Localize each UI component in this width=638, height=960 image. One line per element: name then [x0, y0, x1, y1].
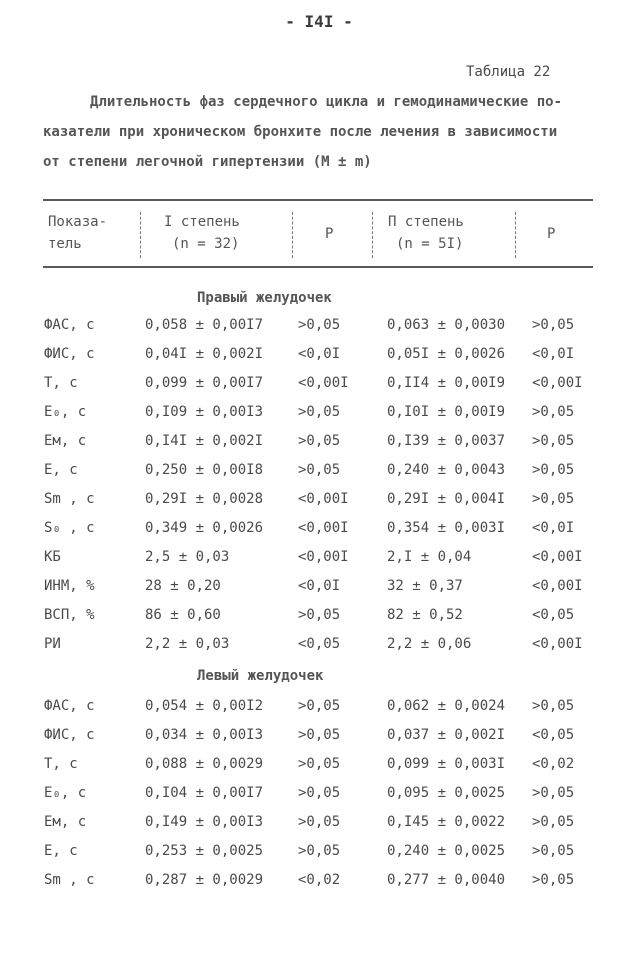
value-degree-1: 0,250 ± 0,00I8 — [145, 462, 264, 478]
value-degree-2: 2,I ± 0,04 — [387, 549, 472, 565]
p-degree-2: <0,00I — [532, 636, 583, 652]
table-row — [0, 375, 638, 399]
p-degree-2: <0,00I — [532, 375, 583, 391]
table-caption-line-1: Длительность фаз сердечного цикла и гемодинамические по- — [90, 94, 563, 110]
row-label: Sm , с — [44, 872, 95, 888]
header-indicator-line-2: тель — [48, 236, 82, 252]
p-degree-1: >0,05 — [298, 727, 341, 743]
p-degree-2: >0,05 — [532, 698, 575, 714]
header-separator — [515, 212, 516, 258]
table-header-rule — [43, 266, 593, 268]
row-label: Eм, с — [44, 814, 87, 830]
header-separator — [372, 212, 373, 258]
value-degree-1: 0,034 ± 0,00I3 — [145, 727, 264, 743]
table-row — [0, 698, 638, 722]
value-degree-2: 2,2 ± 0,06 — [387, 636, 472, 652]
row-label: ФАС, с — [44, 698, 95, 714]
value-degree-1: 0,054 ± 0,00I2 — [145, 698, 264, 714]
section-right-ventricle: Правый желудочек — [197, 290, 332, 306]
table-label: Таблица 22 — [466, 64, 551, 80]
row-label: T, с — [44, 375, 78, 391]
p-degree-2: <0,02 — [532, 756, 575, 772]
row-label: ФИС, с — [44, 727, 95, 743]
value-degree-2: 0,I45 ± 0,0022 — [387, 814, 506, 830]
table-row — [0, 462, 638, 486]
value-degree-2: 0,I0I ± 0,00I9 — [387, 404, 506, 420]
row-label: ИНМ, % — [44, 578, 95, 594]
table-row — [0, 578, 638, 602]
p-degree-1: <0,00I — [298, 520, 349, 536]
value-degree-2: 0,277 ± 0,0040 — [387, 872, 506, 888]
p-degree-1: >0,05 — [298, 698, 341, 714]
p-degree-2: <0,0I — [532, 520, 575, 536]
p-degree-1: >0,05 — [298, 814, 341, 830]
table-row — [0, 317, 638, 341]
row-label: E₀, с — [44, 785, 87, 801]
row-label: Eм, с — [44, 433, 87, 449]
p-degree-2: <0,0I — [532, 346, 575, 362]
table-row — [0, 636, 638, 660]
row-label: T, с — [44, 756, 78, 772]
value-degree-1: 86 ± 0,60 — [145, 607, 221, 623]
row-label: КБ — [44, 549, 61, 565]
row-label: E, с — [44, 462, 78, 478]
value-degree-1: 0,I49 ± 0,00I3 — [145, 814, 264, 830]
table-row — [0, 814, 638, 838]
value-degree-1: 0,253 ± 0,0025 — [145, 843, 264, 859]
table-row — [0, 433, 638, 457]
p-degree-2: >0,05 — [532, 462, 575, 478]
row-label: ВСП, % — [44, 607, 95, 623]
p-degree-1: <0,00I — [298, 549, 349, 565]
value-degree-2: 0,240 ± 0,0043 — [387, 462, 506, 478]
p-degree-1: <0,02 — [298, 872, 341, 888]
p-degree-1: >0,05 — [298, 843, 341, 859]
header-degree-1-line-1: I степень — [164, 214, 240, 230]
value-degree-1: 0,I09 ± 0,00I3 — [145, 404, 264, 420]
p-degree-1: >0,05 — [298, 607, 341, 623]
table-row — [0, 843, 638, 867]
value-degree-1: 0,29I ± 0,0028 — [145, 491, 264, 507]
table-row — [0, 785, 638, 809]
table-caption-line-3: от степени легочной гипертензии (M ± m) — [43, 154, 372, 170]
p-degree-1: <0,00I — [298, 491, 349, 507]
value-degree-1: 0,099 ± 0,00I7 — [145, 375, 264, 391]
section-left-ventricle: Левый желудочек — [197, 668, 324, 684]
p-degree-1: <0,00I — [298, 375, 349, 391]
value-degree-2: 0,095 ± 0,0025 — [387, 785, 506, 801]
p-degree-1: >0,05 — [298, 404, 341, 420]
value-degree-2: 0,I39 ± 0,0037 — [387, 433, 506, 449]
header-indicator-line-1: Показа- — [48, 214, 108, 230]
p-degree-1: <0,0I — [298, 578, 341, 594]
p-degree-2: >0,05 — [532, 785, 575, 801]
p-degree-2: >0,05 — [532, 814, 575, 830]
p-degree-2: <0,00I — [532, 578, 583, 594]
header-separator — [140, 212, 141, 258]
value-degree-1: 2,5 ± 0,03 — [145, 549, 230, 565]
p-degree-2: <0,05 — [532, 727, 575, 743]
row-label: S₀ , с — [44, 520, 95, 536]
row-label: ФИС, с — [44, 346, 95, 362]
p-degree-2: >0,05 — [532, 843, 575, 859]
value-degree-2: 0,037 ± 0,002I — [387, 727, 506, 743]
p-degree-1: >0,05 — [298, 462, 341, 478]
header-degree-2-line-1: П степень — [388, 214, 464, 230]
table-row — [0, 549, 638, 573]
header-p-1: P — [325, 226, 334, 242]
table-row — [0, 727, 638, 751]
p-degree-1: >0,05 — [298, 756, 341, 772]
row-label: РИ — [44, 636, 61, 652]
value-degree-2: 0,062 ± 0,0024 — [387, 698, 506, 714]
header-degree-2-line-2: (n = 5I) — [396, 236, 464, 252]
table-top-rule — [43, 199, 593, 201]
p-degree-2: >0,05 — [532, 491, 575, 507]
p-degree-1: >0,05 — [298, 785, 341, 801]
value-degree-1: 0,088 ± 0,0029 — [145, 756, 264, 772]
table-row — [0, 756, 638, 780]
value-degree-2: 0,099 ± 0,003I — [387, 756, 506, 772]
p-degree-2: <0,00I — [532, 549, 583, 565]
table-row — [0, 520, 638, 544]
table-row — [0, 491, 638, 515]
value-degree-1: 0,287 ± 0,0029 — [145, 872, 264, 888]
p-degree-2: >0,05 — [532, 317, 575, 333]
value-degree-1: 0,I04 ± 0,00I7 — [145, 785, 264, 801]
table-row — [0, 404, 638, 428]
value-degree-1: 2,2 ± 0,03 — [145, 636, 230, 652]
value-degree-2: 0,05I ± 0,0026 — [387, 346, 506, 362]
table-row — [0, 346, 638, 370]
value-degree-1: 0,349 ± 0,0026 — [145, 520, 264, 536]
p-degree-2: <0,05 — [532, 607, 575, 623]
value-degree-2: 0,354 ± 0,003I — [387, 520, 506, 536]
header-degree-1-line-2: (n = 32) — [172, 236, 240, 252]
value-degree-2: 32 ± 0,37 — [387, 578, 463, 594]
value-degree-2: 82 ± 0,52 — [387, 607, 463, 623]
header-separator — [292, 212, 293, 258]
table-row — [0, 607, 638, 631]
value-degree-2: 0,240 ± 0,0025 — [387, 843, 506, 859]
value-degree-1: 0,058 ± 0,00I7 — [145, 317, 264, 333]
table-row — [0, 872, 638, 896]
table-caption-line-2: казатели при хроническом бронхите после лечения в зависимости — [43, 124, 558, 140]
p-degree-1: <0,0I — [298, 346, 341, 362]
p-degree-1: >0,05 — [298, 317, 341, 333]
row-label: ФАС, с — [44, 317, 95, 333]
value-degree-1: 0,I4I ± 0,002I — [145, 433, 264, 449]
value-degree-1: 28 ± 0,20 — [145, 578, 221, 594]
p-degree-2: >0,05 — [532, 433, 575, 449]
header-p-2: P — [547, 226, 556, 242]
row-label: E, с — [44, 843, 78, 859]
row-label: E₀, с — [44, 404, 87, 420]
page-number: - I4I - — [285, 12, 353, 31]
p-degree-1: >0,05 — [298, 433, 341, 449]
value-degree-2: 0,063 ± 0,0030 — [387, 317, 506, 333]
value-degree-2: 0,29I ± 0,004I — [387, 491, 506, 507]
p-degree-2: >0,05 — [532, 872, 575, 888]
row-label: Sm , с — [44, 491, 95, 507]
value-degree-1: 0,04I ± 0,002I — [145, 346, 264, 362]
p-degree-2: >0,05 — [532, 404, 575, 420]
p-degree-1: <0,05 — [298, 636, 341, 652]
value-degree-2: 0,II4 ± 0,00I9 — [387, 375, 506, 391]
